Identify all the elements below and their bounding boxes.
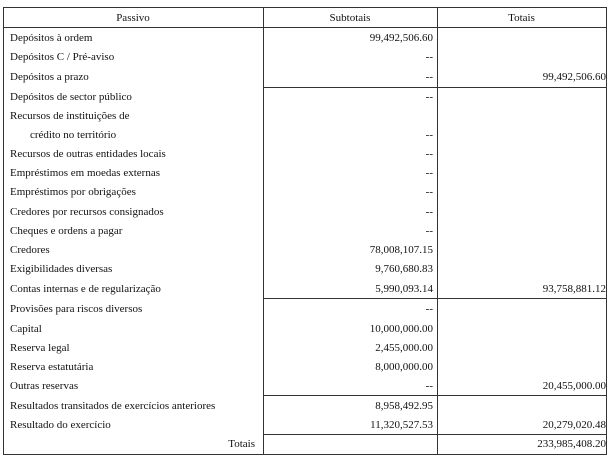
header-passivo: Passivo: [116, 12, 150, 24]
row-label: Contas internas e de regularização: [10, 283, 161, 295]
row-subtotal: --: [425, 91, 433, 103]
column-divider: [263, 7, 264, 455]
row-label: Recursos de outras entidades locais: [10, 148, 166, 160]
row-subtotal: --: [425, 380, 433, 392]
row-total: 99,492,506.60: [542, 71, 606, 83]
row-label: Credores por recursos consignados: [10, 206, 164, 218]
row-label: Capital: [10, 323, 42, 335]
row-label: Recursos de instituições de: [10, 110, 130, 122]
row-label: Cheques e ordens a pagar: [10, 225, 123, 237]
row-label: Provisões para riscos diversos: [10, 303, 143, 315]
row-subtotal: --: [425, 51, 433, 63]
row-label: Depósitos à ordem: [10, 32, 93, 44]
row-label: Depósitos C / Pré-aviso: [10, 51, 115, 63]
row-subtotal: --: [425, 186, 433, 198]
row-label: crédito no território: [30, 129, 117, 141]
footer-grand-total: 233,985,408.20: [537, 438, 606, 450]
row-label: Outras reservas: [10, 380, 79, 392]
row-label: Exigibilidades diversas: [10, 263, 113, 275]
row-total: 93,758,881.12: [542, 283, 606, 295]
row-label: Depósitos a prazo: [10, 71, 89, 83]
table-bottom-border: [3, 454, 607, 455]
row-subtotal: --: [425, 71, 433, 83]
row-subtotal: 10,000,000.00: [369, 323, 433, 335]
row-label: Reserva estatutária: [10, 361, 94, 373]
row-subtotal: 2,455,000.00: [375, 342, 433, 354]
column-divider: [437, 7, 438, 455]
table-left-border: [3, 7, 4, 455]
header-totais: Totais: [508, 12, 535, 24]
row-subtotal: 5,990,093.14: [375, 283, 433, 295]
row-subtotal: --: [425, 167, 433, 179]
row-label: Empréstimos por obrigações: [10, 186, 136, 198]
row-subtotal: --: [425, 148, 433, 160]
footer-totais-label: Totais: [228, 438, 255, 450]
row-label: Reserva legal: [10, 342, 70, 354]
row-subtotal: 11,320,527.53: [370, 419, 433, 431]
row-label: Resultados transitados de exercícios anteriores: [10, 400, 216, 412]
row-label: Depósitos de sector público: [10, 91, 132, 103]
row-subtotal: --: [425, 303, 433, 315]
row-subtotal: --: [425, 206, 433, 218]
row-total: 20,279,020.48: [542, 419, 606, 431]
row-label: Empréstimos em moedas externas: [10, 167, 160, 179]
row-subtotal: 99,492,506.60: [369, 32, 433, 44]
row-total: 20,455,000.00: [542, 380, 606, 392]
row-subtotal: 78,008,107.15: [369, 244, 433, 256]
row-label: Resultado do exercício: [10, 419, 111, 431]
header-subtotais: Subtotais: [329, 12, 371, 24]
row-subtotal: 9,760,680.83: [375, 263, 433, 275]
row-subtotal: --: [425, 225, 433, 237]
row-subtotal: 8,958,492.95: [375, 400, 433, 412]
table-top-border: [3, 7, 607, 8]
row-subtotal: --: [425, 129, 433, 141]
row-subtotal: 8,000,000.00: [375, 361, 433, 373]
row-label: Credores: [10, 244, 50, 256]
table-right-border: [606, 7, 607, 455]
group-divider: [263, 87, 607, 88]
